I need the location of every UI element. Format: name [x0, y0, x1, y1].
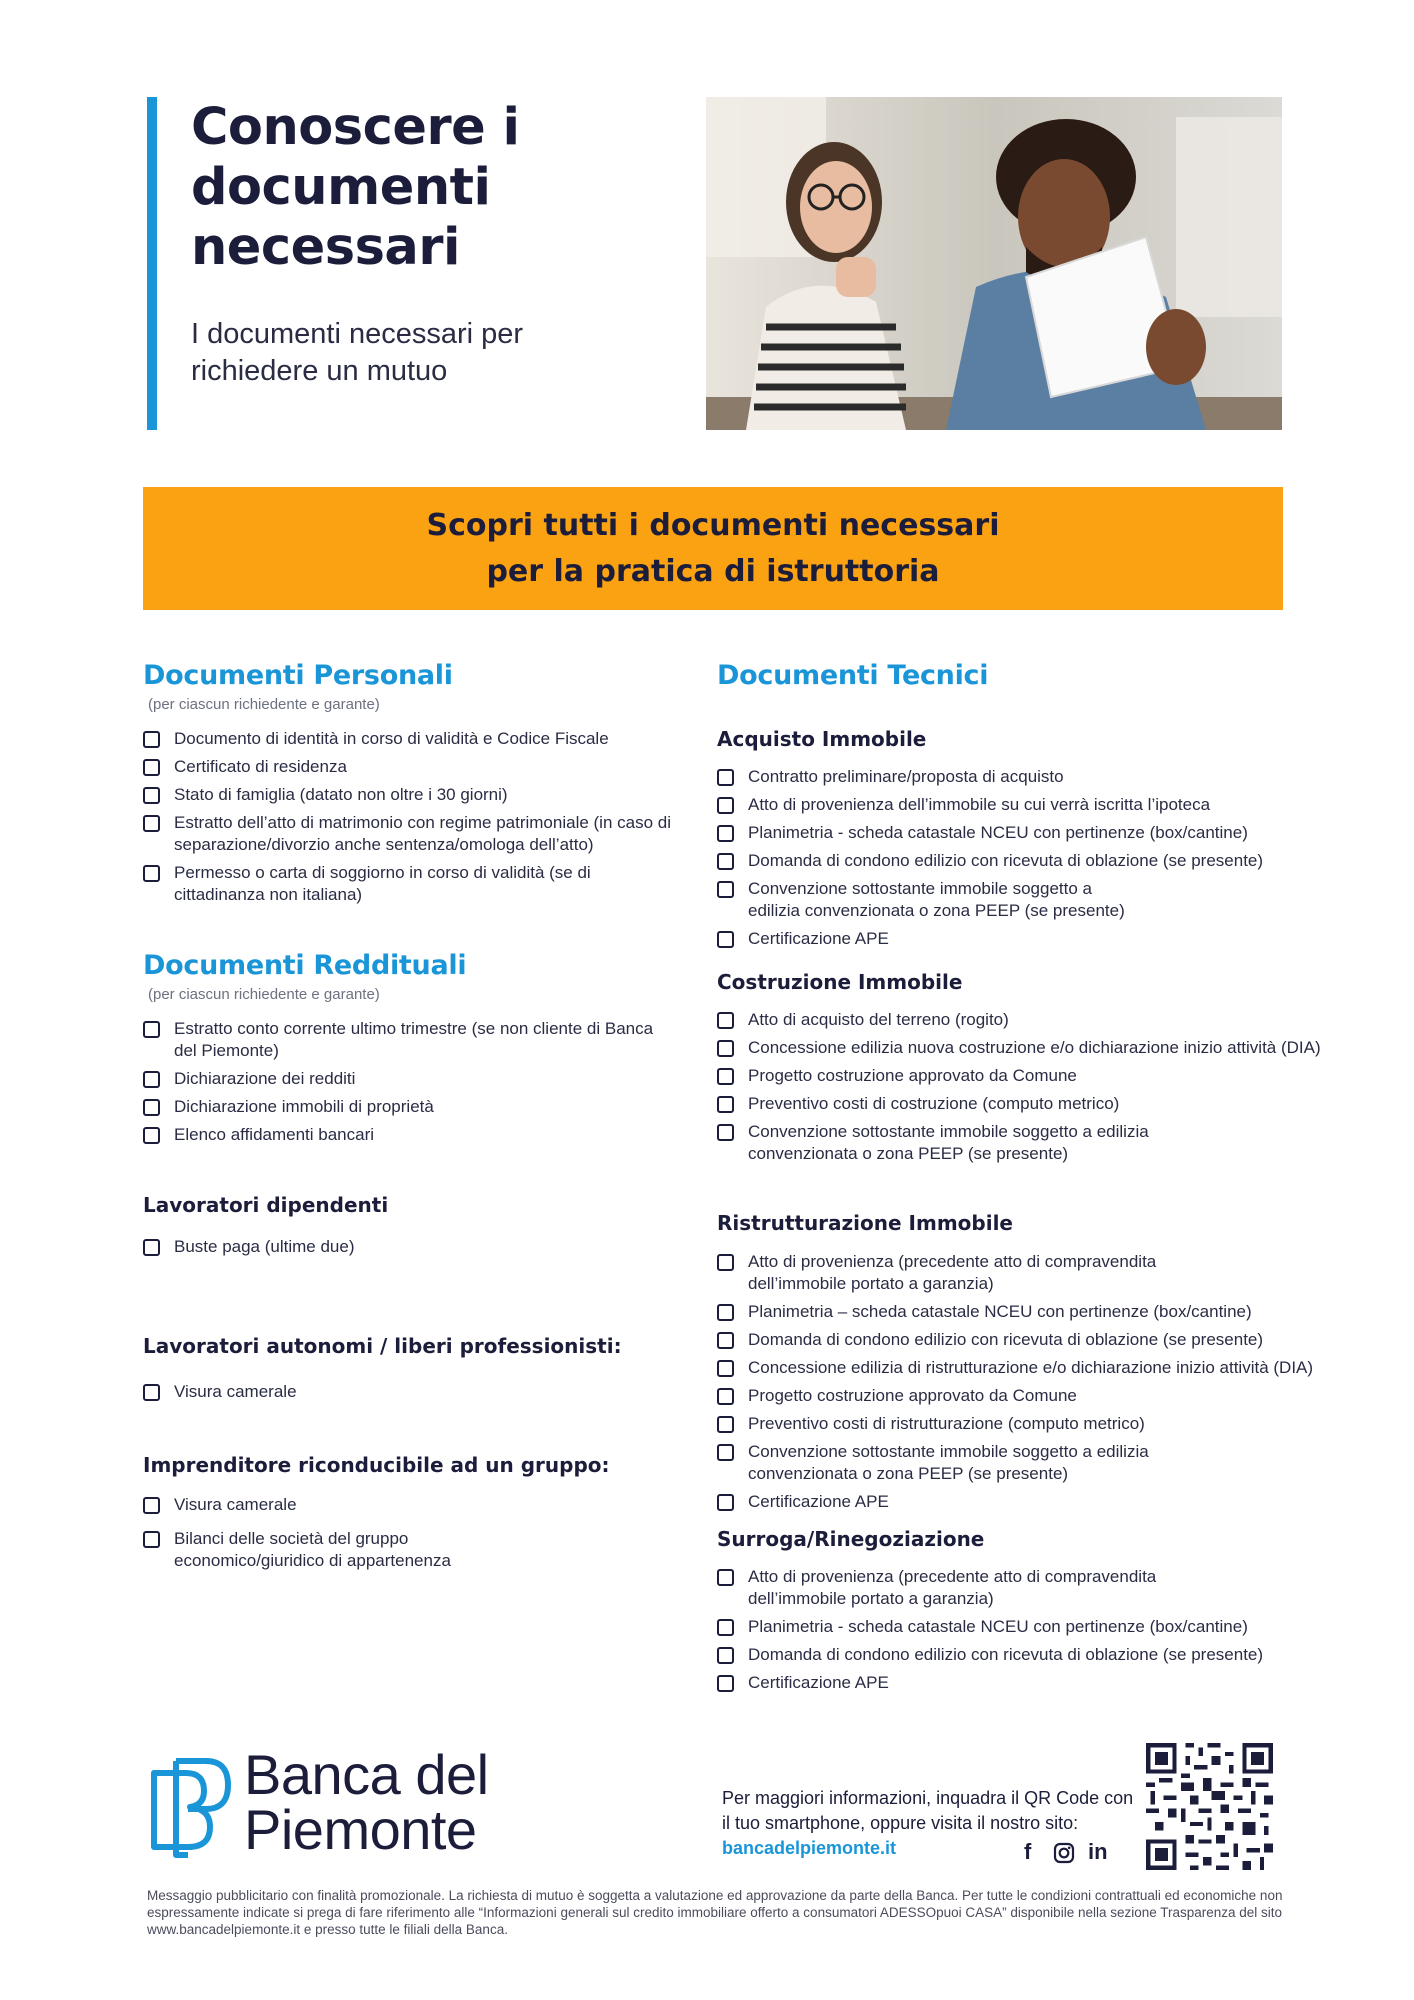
checkbox-icon[interactable] — [717, 1012, 734, 1029]
checklist-autonomi — [143, 1381, 673, 1403]
checklist-item[interactable]: Convenzione sottostante immobile soggetto a edilizia convenzionata o zona PEEP (se presente) — [717, 1441, 1197, 1485]
section-note-personali: (per ciascun richiedente e garante) — [148, 696, 380, 713]
checklist-item[interactable]: Estratto conto corrente ultimo trimestre (se non cliente di Banca del Piemonte) — [143, 1018, 673, 1062]
checkbox-icon[interactable] — [143, 1384, 160, 1401]
checklist-item[interactable]: Planimetria - scheda catastale NCEU con pertinenze (box/cantine) — [717, 822, 1317, 844]
subtitle-acquisto: Acquisto Immobile — [717, 727, 927, 751]
checkbox-icon[interactable] — [143, 1531, 160, 1548]
checkbox-icon[interactable] — [717, 853, 734, 870]
checklist-surroga — [717, 1566, 1387, 1694]
facebook-icon[interactable]: f — [1024, 1839, 1032, 1864]
checklist-item[interactable]: Concessione edilizia nuova costruzione e/o dichiarazione inizio attività (DIA) — [717, 1037, 1387, 1059]
subtitle-imprenditore: Imprenditore riconducibile ad un gruppo: — [143, 1453, 610, 1477]
checklist-reddituali — [143, 1018, 673, 1152]
subtitle-autonomi: Lavoratori autonomi / liberi professionisti: — [143, 1334, 622, 1358]
legal-disclaimer: Messaggio pubblicitario con finalità promozionale. La richiesta di mutuo è soggetta a valutazione ed approvazione da parte della Banca. Per tutte le condizioni contrattuali ed economiche non espressamente indicate si prega di fare riferimento alle “Informazioni generali sul credito immobiliare offerto a consumatori ADESSOpuoi CASA” disponibile nella sezione Trasparenza del sito www.bancadelpiemonte.it e presso tutte le filiali della Banca. — [147, 1888, 1283, 1937]
checklist-item[interactable]: Certificazione APE — [717, 1672, 1387, 1694]
checkbox-icon[interactable] — [143, 865, 160, 882]
checkbox-icon[interactable] — [717, 1416, 734, 1433]
checklist-costruzione — [717, 1009, 1387, 1165]
checklist-item[interactable]: Stato di famiglia (datato non oltre i 30 giorni) — [143, 784, 713, 806]
checklist-item[interactable]: Concessione edilizia di ristrutturazione e/o dichiarazione inizio attività (DIA) — [717, 1357, 1387, 1379]
checklist-item[interactable]: Visura camerale — [143, 1494, 543, 1516]
checkbox-icon[interactable] — [143, 787, 160, 804]
checklist-ristrutturazione — [717, 1251, 1387, 1513]
checkbox-icon[interactable] — [717, 1254, 734, 1271]
checklist-item[interactable]: Certificazione APE — [717, 928, 1317, 950]
checkbox-icon[interactable] — [143, 1127, 160, 1144]
checkbox-icon[interactable] — [717, 1068, 734, 1085]
checkbox-icon[interactable] — [717, 1124, 734, 1141]
checklist-item[interactable]: Convenzione sottostante immobile soggetto a edilizia convenzionata o zona PEEP (se presente) — [717, 1121, 1197, 1165]
checklist-item[interactable]: Progetto costruzione approvato da Comune — [717, 1385, 1387, 1407]
checklist-item[interactable]: Convenzione sottostante immobile soggetto a edilizia convenzionata o zona PEEP (se presente) — [717, 878, 1147, 922]
checklist-item[interactable]: Dichiarazione dei redditi — [143, 1068, 673, 1090]
checklist-item[interactable]: Contratto preliminare/proposta di acquisto — [717, 766, 1317, 788]
instagram-icon[interactable] — [1053, 1842, 1075, 1870]
subtitle-dipendenti: Lavoratori dipendenti — [143, 1193, 389, 1217]
checklist-item[interactable]: Buste paga (ultime due) — [143, 1236, 673, 1258]
checkbox-icon[interactable] — [143, 1021, 160, 1038]
checklist-item[interactable]: Planimetria - scheda catastale NCEU con pertinenze (box/cantine) — [717, 1616, 1387, 1638]
subtitle-surroga: Surroga/Rinegoziazione — [717, 1527, 985, 1551]
checklist-item[interactable]: Domanda di condono edilizio con ricevuta di oblazione (se presente) — [717, 850, 1317, 872]
checklist-item[interactable]: Atto di acquisto del terreno (rogito) — [717, 1009, 1387, 1031]
checkbox-icon[interactable] — [143, 1497, 160, 1514]
checklist-personali — [143, 728, 713, 912]
bank-logo[interactable] — [146, 1743, 556, 1865]
checklist-item[interactable]: Preventivo costi di costruzione (computo metrico) — [717, 1093, 1387, 1115]
checkbox-icon[interactable] — [717, 1444, 734, 1461]
checklist-item[interactable]: Atto di provenienza (precedente atto di compravendita dell’immobile portato a garanzia) — [717, 1566, 1237, 1610]
checkbox-icon[interactable] — [143, 731, 160, 748]
checklist-item[interactable]: Domanda di condono edilizio con ricevuta di oblazione (se presente) — [717, 1644, 1387, 1666]
page-title: Conoscere i documenti necessari — [191, 98, 520, 277]
checklist-item[interactable]: Dichiarazione immobili di proprietà — [143, 1096, 673, 1118]
checkbox-icon[interactable] — [717, 1494, 734, 1511]
checkbox-icon[interactable] — [717, 769, 734, 786]
checklist-item[interactable]: Elenco affidamenti bancari — [143, 1124, 673, 1146]
checkbox-icon[interactable] — [717, 1096, 734, 1113]
checkbox-icon[interactable] — [717, 881, 734, 898]
qr-code[interactable] — [1146, 1743, 1273, 1870]
checkbox-icon[interactable] — [717, 1388, 734, 1405]
checkbox-icon[interactable] — [143, 1239, 160, 1256]
subtitle-ristrutturazione: Ristrutturazione Immobile — [717, 1211, 1013, 1235]
checkbox-icon[interactable] — [717, 1569, 734, 1586]
checkbox-icon[interactable] — [717, 1360, 734, 1377]
cta-banner — [143, 487, 1283, 610]
checklist-acquisto — [717, 766, 1317, 950]
checklist-item[interactable]: Atto di provenienza (precedente atto di compravendita dell’immobile portato a garanzia) — [717, 1251, 1237, 1295]
checklist-dipendenti — [143, 1236, 673, 1258]
checkbox-icon[interactable] — [143, 815, 160, 832]
checklist-item[interactable]: Atto di provenienza dell’immobile su cui verrà iscritta l’ipoteca — [717, 794, 1317, 816]
checkbox-icon[interactable] — [717, 1675, 734, 1692]
website-link[interactable]: bancadelpiemonte.it — [722, 1838, 897, 1858]
checkbox-icon[interactable] — [717, 1304, 734, 1321]
subtitle-costruzione: Costruzione Immobile — [717, 970, 963, 994]
checkbox-icon[interactable] — [717, 797, 734, 814]
checklist-item[interactable]: Certificazione APE — [717, 1491, 1387, 1513]
checkbox-icon[interactable] — [143, 1099, 160, 1116]
checkbox-icon[interactable] — [717, 1619, 734, 1636]
checkbox-icon[interactable] — [143, 1071, 160, 1088]
checklist-item[interactable]: Preventivo costi di ristrutturazione (computo metrico) — [717, 1413, 1387, 1435]
linkedin-icon[interactable]: in — [1088, 1839, 1108, 1864]
checkbox-icon[interactable] — [717, 1647, 734, 1664]
checkbox-icon[interactable] — [717, 1040, 734, 1057]
hero-photo — [706, 97, 1282, 430]
accent-bar — [147, 97, 157, 430]
section-title-tecnici: Documenti Tecnici — [717, 660, 989, 691]
checkbox-icon[interactable] — [717, 931, 734, 948]
checklist-item[interactable]: Visura camerale — [143, 1381, 673, 1403]
checklist-imprenditore — [143, 1494, 543, 1572]
checkbox-icon[interactable] — [717, 1332, 734, 1349]
section-note-reddituali: (per ciascun richiedente e garante) — [148, 986, 380, 1003]
section-title-reddituali: Documenti Reddituali — [143, 950, 467, 981]
page-subtitle: I documenti necessari per richiedere un mutuo — [191, 318, 524, 387]
info-text: Per maggiori informazioni, inquadra il QR Code con il tuo smartphone, oppure visita il nostro sito: bancadelpiemonte.it — [722, 1788, 1134, 1858]
checklist-item[interactable]: Planimetria – scheda catastale NCEU con pertinenze (box/cantine) — [717, 1301, 1387, 1323]
checklist-item[interactable]: Progetto costruzione approvato da Comune — [717, 1065, 1387, 1087]
checklist-item[interactable]: Documento di identità in corso di validità e Codice Fiscale — [143, 728, 713, 750]
checklist-item[interactable]: Bilanci delle società del gruppo economico/giuridico di appartenenza — [143, 1528, 543, 1572]
checklist-item[interactable]: Estratto dell’atto di matrimonio con regime patrimoniale (in caso di separazione/divorzio anche sentenza/omologa dell’atto) — [143, 812, 713, 856]
checkbox-icon[interactable] — [717, 825, 734, 842]
logo-text: Banca del Piemonte — [244, 1743, 489, 1861]
checklist-item[interactable]: Permesso o carta di soggiorno in corso di validità (se di cittadinanza non italiana) — [143, 862, 603, 906]
banner-text: Scopri tutti i documenti necessari per la pratica di istruttoria — [426, 507, 1000, 589]
checklist-item[interactable]: Certificato di residenza — [143, 756, 713, 778]
logo-mark-icon — [146, 1755, 232, 1863]
checkbox-icon[interactable] — [143, 759, 160, 776]
checklist-item[interactable]: Domanda di condono edilizio con ricevuta di oblazione (se presente) — [717, 1329, 1387, 1351]
section-title-personali: Documenti Personali — [143, 660, 453, 691]
